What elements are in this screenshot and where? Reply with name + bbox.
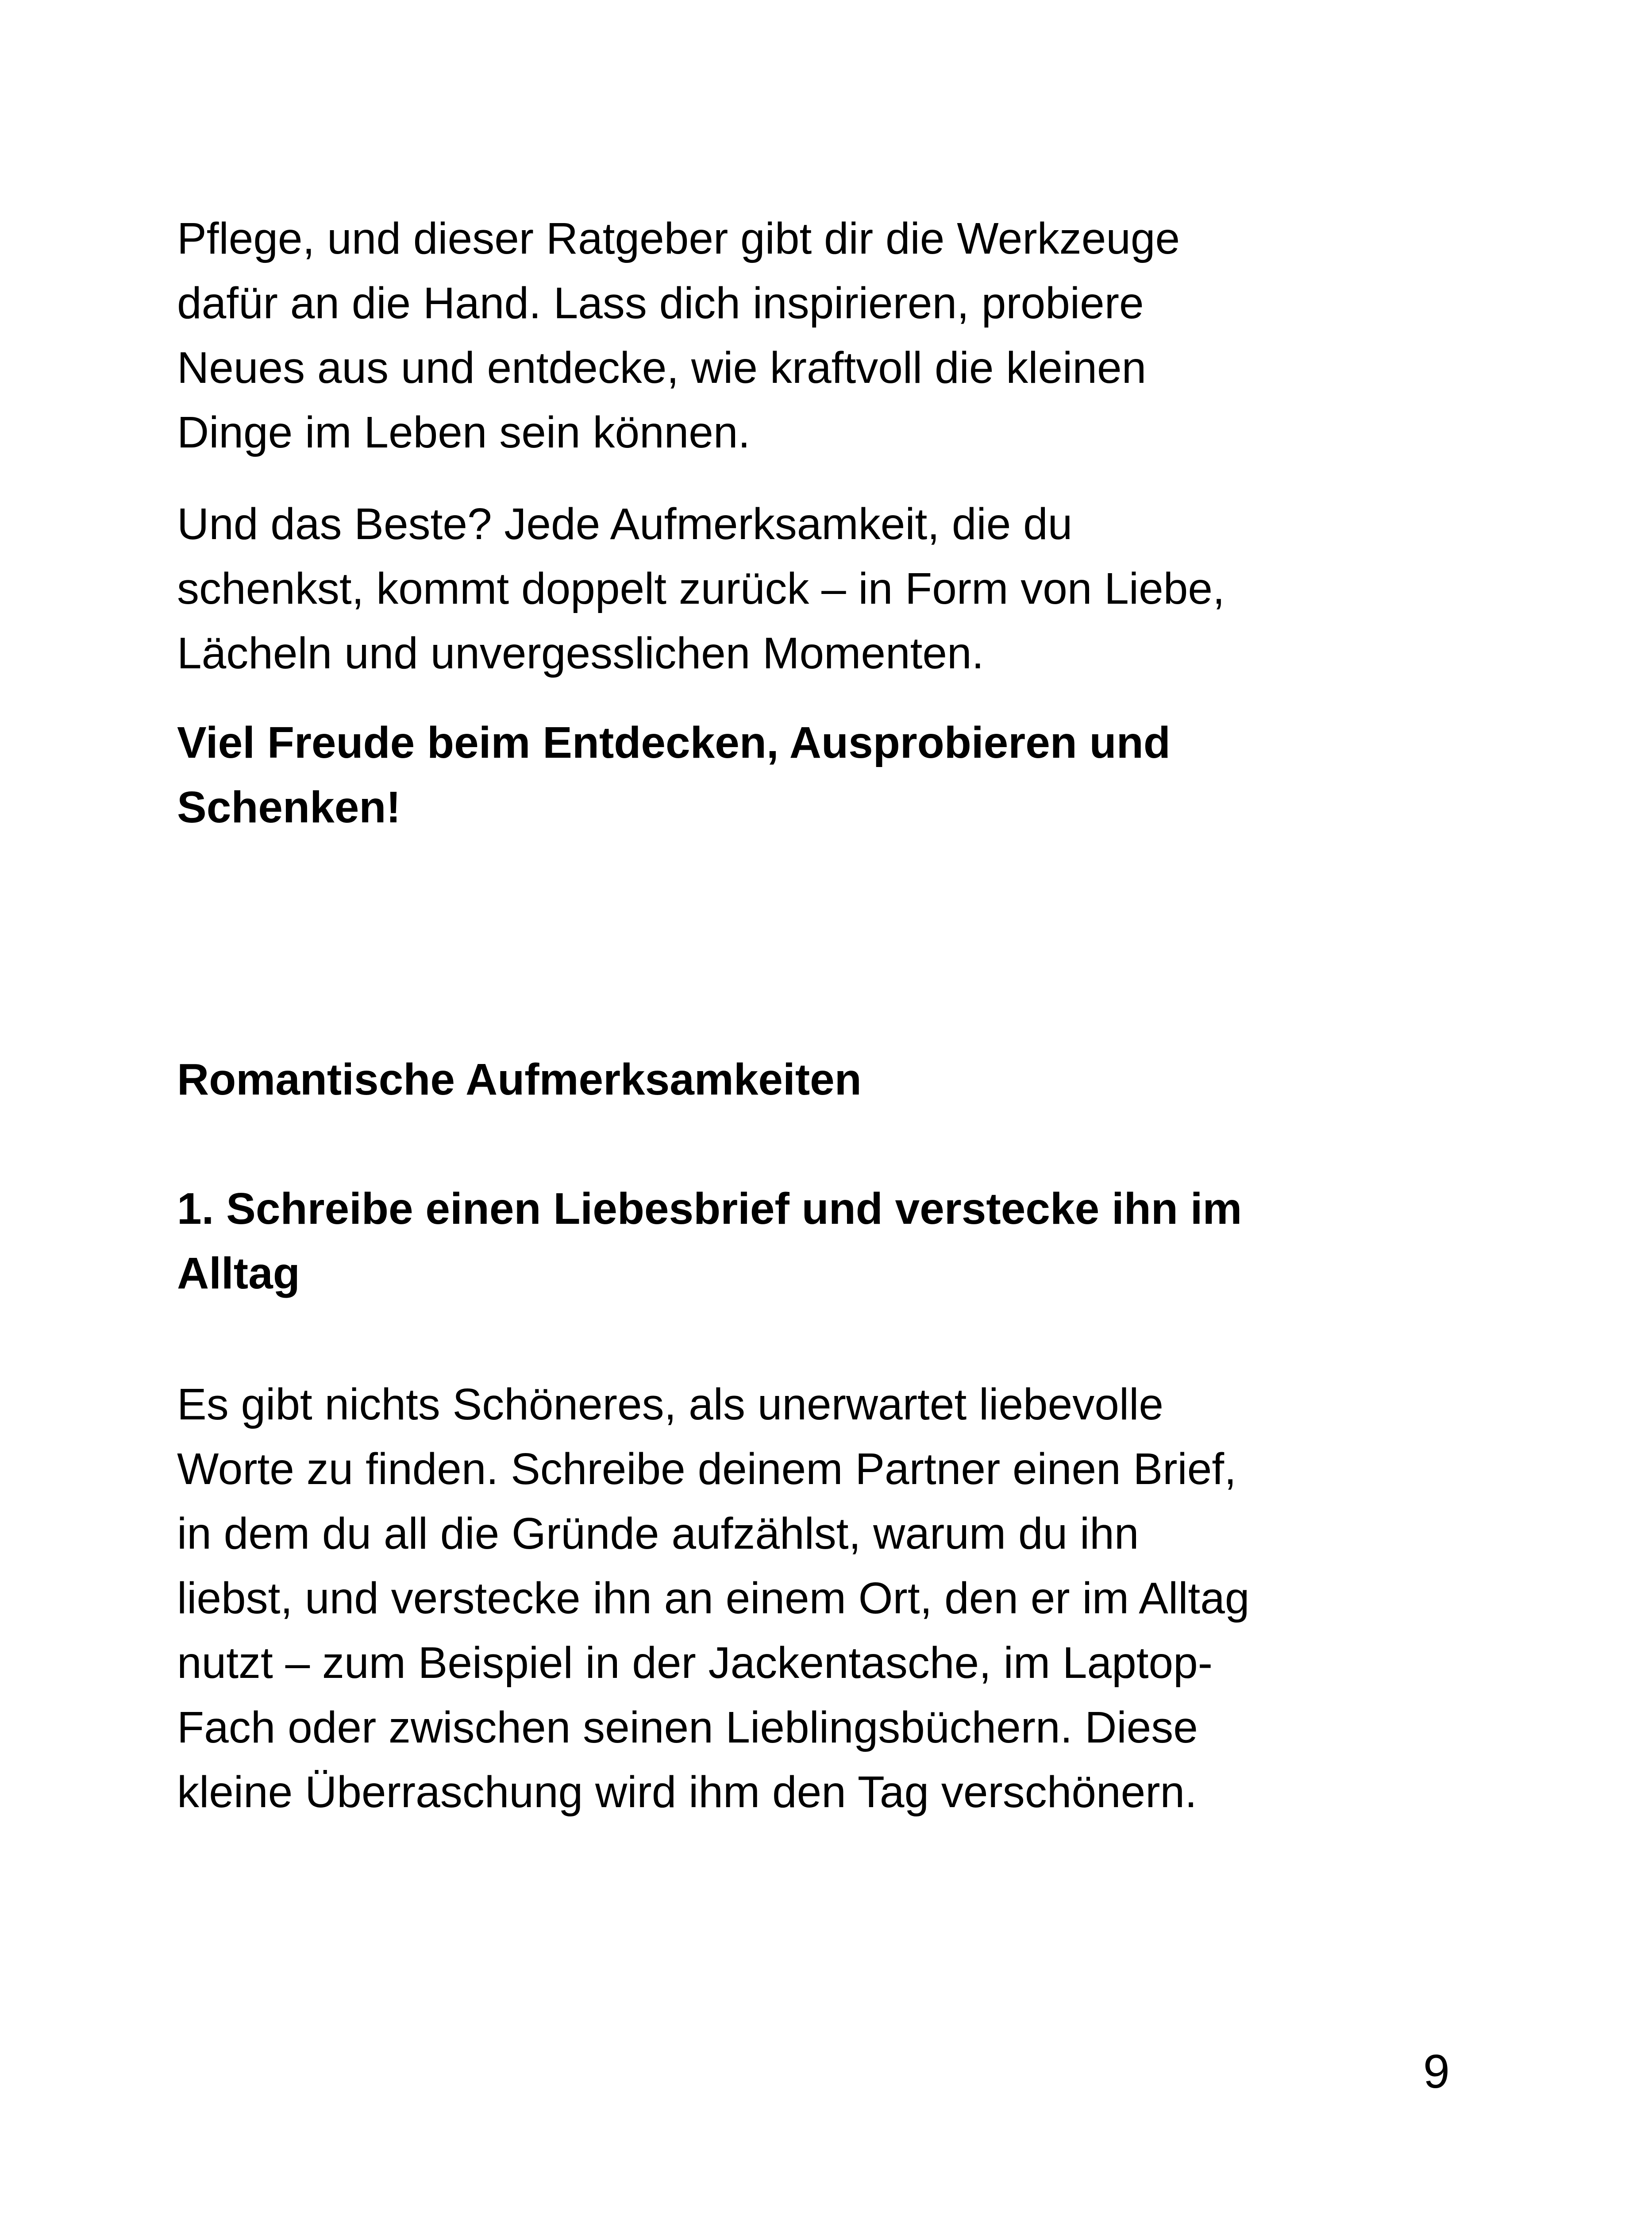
section-heading-text: Romantische Aufmerksamkeiten [177,1055,862,1104]
text-line: 1. Schreibe einen Liebesbrief und verstecke ihn im [177,1184,1242,1234]
text-line: dafür an die Hand. Lass dich inspirieren, probiere [177,278,1144,328]
text-line: Worte zu finden. Schreibe deinem Partner einen Brief, [177,1444,1236,1494]
paragraph-item-body [177,1372,1496,1824]
text-line: Schenken! [177,783,401,832]
text-line: Und das Beste? Jede Aufmerksamkeit, die du [177,499,1073,549]
text-line: Neues aus und entdecke, wie kraftvoll die kleinen [177,343,1147,393]
paragraph-best-part [177,492,1496,686]
text-line: schenkst, kommt doppelt zurück – in Form von Liebe, [177,564,1225,613]
text-line: nutzt – zum Beispiel in der Jackentasche, im Laptop- [177,1638,1213,1688]
text-line: Lächeln und unvergesslichen Momenten. [177,628,984,678]
section-heading [177,1047,1496,1112]
text-line: Pflege, und dieser Ratgeber gibt dir die Werkzeuge [177,214,1180,263]
text-line: kleine Überraschung wird ihm den Tag verschönern. [177,1767,1197,1817]
page-number: 9 [1423,2044,1450,2098]
text-line: Es gibt nichts Schöneres, als unerwartet liebevolle [177,1380,1163,1429]
item-heading [177,1176,1496,1306]
text-line: in dem du all die Gründe aufzählst, warum du ihn [177,1509,1139,1558]
text-line: Alltag [177,1249,300,1298]
text-line: Dinge im Leben sein können. [177,408,751,457]
paragraph-intro-end [177,206,1496,465]
text-line: Fach oder zwischen seinen Lieblingsbüchern. Diese [177,1703,1198,1752]
text-line: liebst, und verstecke ihn an einem Ort, den er im Alltag [177,1573,1250,1623]
text-line: Viel Freude beim Entdecken, Ausprobieren und [177,718,1171,767]
paragraph-closing [177,710,1496,840]
